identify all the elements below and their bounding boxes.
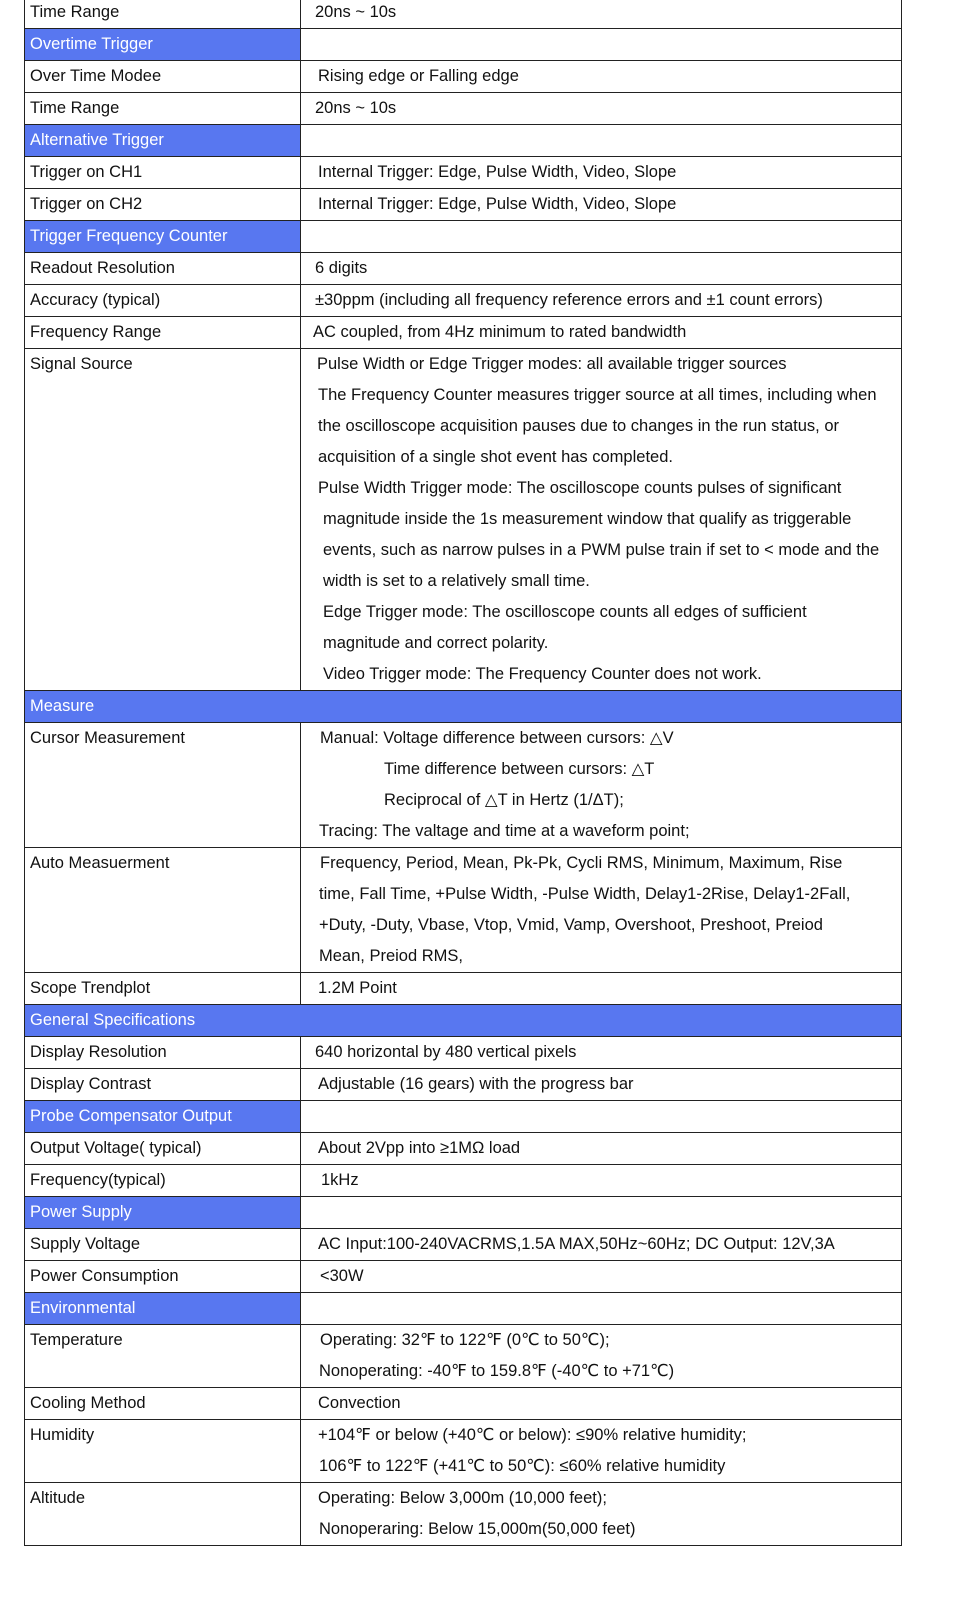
- spec-value-cell: [301, 1388, 902, 1420]
- spec-row: [25, 1229, 902, 1261]
- section-header-row: [25, 29, 902, 61]
- spec-value-line: magnitude inside the 1s measurement window that qualify as triggerable: [323, 510, 852, 528]
- spec-value-line: width is set to a relatively small time.: [323, 572, 590, 590]
- spec-label-cell: [25, 317, 301, 349]
- section-header-row: [25, 1005, 902, 1037]
- empty-value: [301, 1101, 901, 1132]
- spec-label-cell: [25, 157, 301, 189]
- spec-value-line: Video Trigger mode: The Frequency Counter does not work.: [323, 665, 762, 683]
- empty-value: [301, 221, 901, 252]
- spec-value-cell: [301, 0, 902, 29]
- spec-value-cell: [301, 973, 902, 1005]
- section-header: [25, 29, 301, 61]
- spec-value-line: 20ns ~ 10s: [315, 99, 397, 117]
- spec-row: [25, 285, 902, 317]
- spec-value-line: Internal Trigger: Edge, Pulse Width, Video, Slope: [318, 163, 677, 181]
- spec-row: [25, 1069, 902, 1101]
- spec-row: [25, 1133, 902, 1165]
- spec-value-cell: [301, 1197, 902, 1229]
- spec-label-cell: [25, 1069, 301, 1101]
- spec-value-line: Convection: [318, 1394, 401, 1412]
- spec-label: Frequency Range: [30, 323, 162, 341]
- spec-value-cell: [301, 848, 902, 973]
- spec-row: [25, 723, 902, 848]
- spec-row: [25, 93, 902, 125]
- spec-label: Signal Source: [30, 355, 133, 373]
- spec-table-body: [25, 0, 902, 1546]
- spec-row: [25, 253, 902, 285]
- spec-row: [25, 0, 902, 29]
- spec-label-cell: [25, 189, 301, 221]
- spec-label-cell: [25, 1229, 301, 1261]
- spec-value-line: magnitude and correct polarity.: [323, 634, 549, 652]
- spec-value-cell: [301, 317, 902, 349]
- section-title: General Specifications: [30, 1011, 196, 1029]
- spec-label-cell: [25, 0, 301, 29]
- section-title: Environmental: [30, 1299, 136, 1317]
- spec-label-cell: [25, 93, 301, 125]
- spec-value-line: 106℉ to 122℉ (+41℃ to 50℃): ≤60% relative humidity: [319, 1457, 726, 1475]
- spec-value-cell: [301, 723, 902, 848]
- spec-value-line: The Frequency Counter measures trigger source at all times, including when: [318, 386, 877, 404]
- spec-row: [25, 1325, 902, 1388]
- spec-label: Cursor Measurement: [30, 729, 185, 747]
- spec-label-cell: [25, 848, 301, 973]
- spec-value-cell: [301, 1420, 902, 1483]
- spec-value-line: Manual: Voltage difference between cursors: △V: [320, 729, 674, 747]
- spec-value-line: Mean, Preiod RMS,: [319, 947, 463, 965]
- spec-label: Cooling Method: [30, 1394, 146, 1412]
- section-title: Power Supply: [30, 1203, 132, 1221]
- spec-label: Scope Trendplot: [30, 979, 151, 997]
- spec-value-cell: [301, 157, 902, 189]
- spec-row: [25, 157, 902, 189]
- section-header: [25, 125, 301, 157]
- spec-label: Readout Resolution: [30, 259, 175, 277]
- spec-label-cell: [25, 723, 301, 848]
- empty-value: [301, 1293, 901, 1324]
- spec-value-line: Reciprocal of △T in Hertz (1/ΔT);: [384, 791, 624, 809]
- empty-value: [301, 1197, 901, 1228]
- spec-label: Accuracy (typical): [30, 291, 161, 309]
- spec-label: Time Range: [30, 3, 120, 21]
- spec-label: Over Time Modee: [30, 67, 162, 85]
- spec-label: Auto Measuerment: [30, 854, 170, 872]
- spec-label-cell: [25, 285, 301, 317]
- spec-value-cell: [301, 125, 902, 157]
- spec-label-cell: [25, 253, 301, 285]
- section-header: [25, 1005, 902, 1037]
- spec-value-line: ±30ppm (including all frequency reference errors and ±1 count errors): [315, 291, 823, 309]
- section-header-row: [25, 691, 902, 723]
- spec-value-line: Time difference between cursors: △T: [384, 760, 655, 778]
- spec-label: Display Contrast: [30, 1075, 152, 1093]
- spec-label-cell: [25, 1325, 301, 1388]
- spec-label: Frequency(typical): [30, 1171, 166, 1189]
- section-title: Probe Compensator Output: [30, 1107, 232, 1125]
- spec-row: [25, 189, 902, 221]
- spec-value-line: 640 horizontal by 480 vertical pixels: [315, 1043, 577, 1061]
- section-title: Overtime Trigger: [30, 35, 153, 53]
- spec-value-line: 20ns ~ 10s: [315, 3, 397, 21]
- spec-label-cell: [25, 61, 301, 93]
- spec-label-cell: [25, 1133, 301, 1165]
- spec-value-cell: [301, 1325, 902, 1388]
- spec-label: Power Consumption: [30, 1267, 179, 1285]
- spec-row: [25, 1388, 902, 1420]
- spec-value-cell: [301, 285, 902, 317]
- spec-table: [24, 0, 902, 1546]
- spec-value-line: Adjustable (16 gears) with the progress bar: [318, 1075, 634, 1093]
- spec-value-line: About 2Vpp into ≥1MΩ load: [318, 1139, 521, 1157]
- spec-value-cell: [301, 1261, 902, 1293]
- spec-value-cell: [301, 1293, 902, 1325]
- spec-label: Trigger on CH2: [30, 195, 143, 213]
- spec-value-line: 1.2M Point: [318, 979, 397, 997]
- section-header: [25, 1101, 301, 1133]
- spec-value-cell: [301, 253, 902, 285]
- spec-label: Altitude: [30, 1489, 86, 1507]
- spec-value-cell: [301, 221, 902, 253]
- spec-row: [25, 1420, 902, 1483]
- spec-value-line: Frequency, Period, Mean, Pk-Pk, Cycli RMS, Minimum, Maximum, Rise: [320, 854, 843, 872]
- section-header-row: [25, 1293, 902, 1325]
- spec-label: Humidity: [30, 1426, 95, 1444]
- spec-row: [25, 1037, 902, 1069]
- spec-value-line: AC Input:100-240VACRMS,1.5A MAX,50Hz~60Hz; DC Output: 12V,3A: [318, 1235, 835, 1253]
- spec-label-cell: [25, 973, 301, 1005]
- spec-value-line: Operating: 32℉ to 122℉ (0℃ to 50℃);: [320, 1331, 610, 1349]
- section-header-row: [25, 125, 902, 157]
- section-header-row: [25, 221, 902, 253]
- spec-value-line: Nonoperaring: Below 15,000m(50,000 feet): [319, 1520, 636, 1538]
- spec-value-cell: [301, 1101, 902, 1133]
- spec-label-cell: [25, 1483, 301, 1546]
- section-header-row: [25, 1101, 902, 1133]
- spec-value-line: Operating: Below 3,000m (10,000 feet);: [318, 1489, 607, 1507]
- spec-value-line: Tracing: The valtage and time at a waveform point;: [319, 822, 690, 840]
- spec-value-line: Edge Trigger mode: The oscilloscope counts all edges of sufficient: [323, 603, 807, 621]
- section-header: [25, 1293, 301, 1325]
- section-header: [25, 1197, 301, 1229]
- section-header: [25, 221, 301, 253]
- spec-row: [25, 1261, 902, 1293]
- spec-label: Temperature: [30, 1331, 123, 1349]
- spec-label: Display Resolution: [30, 1043, 167, 1061]
- spec-row: [25, 349, 902, 691]
- spec-row: [25, 973, 902, 1005]
- spec-value-cell: [301, 1483, 902, 1546]
- spec-label-cell: [25, 1420, 301, 1483]
- spec-label: Time Range: [30, 99, 120, 117]
- spec-value-line: time, Fall Time, +Pulse Width, -Pulse Width, Delay1-2Rise, Delay1-2Fall,: [319, 885, 851, 903]
- spec-value-line: AC coupled, from 4Hz minimum to rated bandwidth: [313, 323, 687, 341]
- spec-value-cell: [301, 93, 902, 125]
- spec-value-line: +Duty, -Duty, Vbase, Vtop, Vmid, Vamp, Overshoot, Preshoot, Preiod: [319, 916, 823, 934]
- spec-value-cell: [301, 61, 902, 93]
- spec-value-line: Internal Trigger: Edge, Pulse Width, Video, Slope: [318, 195, 677, 213]
- spec-value-line: the oscilloscope acquisition pauses due to changes in the run status, or: [318, 417, 839, 435]
- spec-row: [25, 1483, 902, 1546]
- spec-value-line: Rising edge or Falling edge: [318, 67, 519, 85]
- spec-value-cell: [301, 1133, 902, 1165]
- section-title: Alternative Trigger: [30, 131, 164, 149]
- spec-value-cell: [301, 29, 902, 61]
- spec-value-cell: [301, 1037, 902, 1069]
- spec-row: [25, 317, 902, 349]
- spec-row: [25, 61, 902, 93]
- spec-label: Trigger on CH1: [30, 163, 143, 181]
- spec-row: [25, 848, 902, 973]
- spec-label: Supply Voltage: [30, 1235, 141, 1253]
- spec-label-cell: [25, 1165, 301, 1197]
- empty-value: [301, 125, 901, 156]
- spec-value-line: acquisition of a single shot event has completed.: [318, 448, 673, 466]
- spec-row: [25, 1165, 902, 1197]
- spec-value-line: <30W: [320, 1267, 364, 1285]
- spec-value-cell: [301, 349, 902, 691]
- spec-value-line: events, such as narrow pulses in a PWM pulse train if set to < mode and the: [323, 541, 880, 559]
- spec-label-cell: [25, 1388, 301, 1420]
- spec-value-line: +104℉ or below (+40℃ or below): ≤90% relative humidity;: [318, 1426, 747, 1444]
- spec-value-cell: [301, 189, 902, 221]
- section-title: Measure: [30, 697, 95, 715]
- spec-value-line: Pulse Width or Edge Trigger modes: all available trigger sources: [317, 355, 787, 373]
- empty-value: [301, 29, 901, 60]
- spec-value-line: Pulse Width Trigger mode: The oscilloscope counts pulses of significant: [318, 479, 842, 497]
- section-title: Trigger Frequency Counter: [30, 227, 228, 245]
- spec-value-cell: [301, 1069, 902, 1101]
- spec-label-cell: [25, 1037, 301, 1069]
- spec-value-line: Nonoperating: -40℉ to 159.8℉ (-40℃ to +71℃): [319, 1362, 675, 1380]
- spec-label-cell: [25, 349, 301, 691]
- spec-value-cell: [301, 1229, 902, 1261]
- spec-value-line: 1kHz: [321, 1171, 359, 1189]
- spec-value-line: 6 digits: [315, 259, 368, 277]
- spec-label: Output Voltage( typical): [30, 1139, 202, 1157]
- section-header: [25, 691, 902, 723]
- spec-value-cell: [301, 1165, 902, 1197]
- spec-label-cell: [25, 1261, 301, 1293]
- section-header-row: [25, 1197, 902, 1229]
